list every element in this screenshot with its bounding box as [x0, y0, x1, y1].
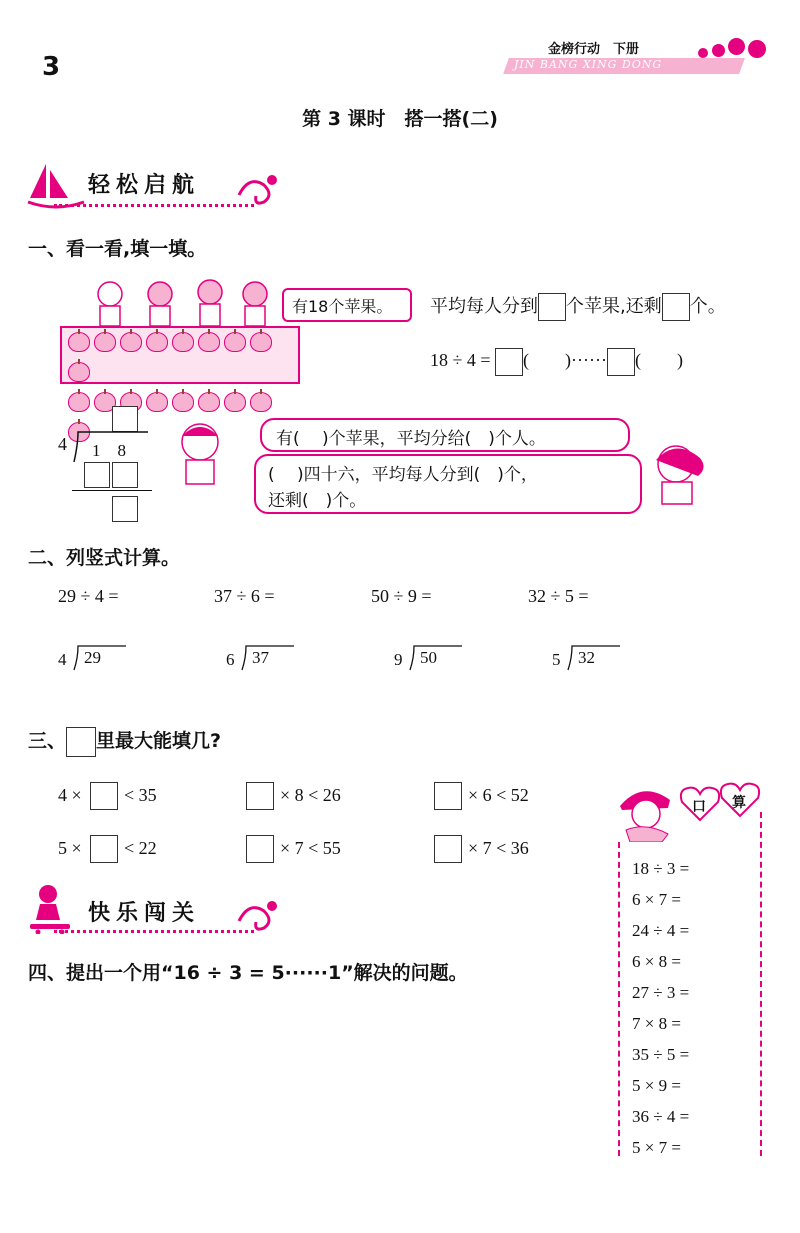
bubble-text: ( )四十六，平均每人分到( )个， [268, 465, 538, 485]
dividend: 29 [84, 648, 101, 667]
dividend: 50 [420, 648, 437, 667]
brand-header [500, 38, 770, 78]
oral-item: 35 ÷ 5 = [632, 1045, 690, 1064]
question-text: 个。 [689, 296, 726, 317]
banner-title: 快乐闯关 [88, 901, 201, 926]
bubble-text: 还剩( )个。 [268, 491, 367, 511]
question-text: 个苹果,还剩 [566, 296, 662, 317]
panel-border-right [760, 812, 762, 1156]
brand-title: 金榜行动 下册 [548, 42, 640, 57]
oral-label-2: 算 [732, 795, 746, 811]
division-rule [72, 490, 152, 491]
answer-box[interactable] [538, 293, 566, 321]
answer-box[interactable] [434, 835, 462, 863]
remainder-box[interactable] [112, 496, 138, 522]
apple-icon [172, 332, 194, 352]
equation-text: 18 ÷ 4 = [430, 350, 491, 370]
answer-box [66, 727, 96, 757]
apple-icon [224, 332, 246, 352]
heading-part: 三、 [28, 730, 67, 752]
question-line-2 [430, 346, 683, 376]
apple-icon [250, 332, 272, 352]
oral-item: 36 ÷ 4 = [632, 1107, 690, 1126]
division-bracket-icon [404, 644, 474, 674]
answer-box[interactable] [246, 835, 274, 863]
banner-easy-start [26, 160, 286, 215]
divisor: 4 [58, 434, 67, 454]
vertical-problem-4: 32 ÷ 5 = [528, 586, 589, 606]
answer-box[interactable] [246, 782, 274, 810]
answer-box[interactable] [434, 782, 462, 810]
girl-icon [644, 440, 714, 506]
bubble-text: 有( )个苹果，平均分给( )个人。 [276, 429, 546, 449]
divisor: 4 [58, 650, 67, 669]
equation-text: ( ) [634, 350, 683, 370]
panel-border-left [618, 842, 620, 1156]
oral-item: 5 × 9 = [632, 1076, 681, 1095]
apple-box [60, 326, 300, 384]
section2-heading: 二、列竖式计算。 [28, 547, 181, 569]
oral-item: 6 × 7 = [632, 890, 681, 909]
banner-underline [54, 930, 254, 933]
equation-text: ( )······ [523, 350, 607, 370]
inequality-text: × 7 < 36 [468, 838, 529, 858]
apple-icon [120, 332, 142, 352]
banner-title: 轻松启航 [88, 173, 201, 198]
decorative-dots-icon [698, 38, 770, 60]
dividend: 32 [578, 648, 595, 667]
brand-pinyin: JIN BANG XING DONG [514, 58, 663, 71]
section1-heading: 一、看一看,填一填。 [28, 238, 207, 260]
division-frame-4[interactable] [552, 644, 632, 674]
speech-apples-text: 有18个苹果。 [292, 297, 393, 316]
oral-item: 24 ÷ 4 = [632, 921, 690, 940]
apple-icon [94, 332, 116, 352]
swirl-ornament-icon [234, 896, 284, 936]
answer-box[interactable] [90, 835, 118, 863]
apple-icon [68, 362, 90, 382]
long-division [56, 404, 166, 524]
answer-box[interactable] [90, 782, 118, 810]
apple-icon [68, 332, 90, 352]
dividend: 37 [252, 648, 269, 667]
inequality-text: 5 × [58, 838, 82, 858]
division-bracket-icon [236, 644, 306, 674]
quotient-box[interactable] [112, 406, 138, 432]
division-bracket-icon [68, 644, 138, 674]
vertical-problem-3: 50 ÷ 9 = [371, 586, 432, 606]
divisor: 9 [394, 650, 403, 669]
answer-box[interactable] [662, 293, 690, 321]
speech-bubble-2 [254, 454, 642, 514]
divisor: 6 [226, 650, 235, 669]
inequality-text: × 7 < 55 [280, 838, 341, 858]
division-bracket-icon [562, 644, 632, 674]
swirl-ornament-icon [234, 170, 284, 210]
division-frame-1[interactable] [58, 644, 138, 674]
vertical-problem-2: 37 ÷ 6 = [214, 586, 275, 606]
answer-box[interactable] [495, 348, 523, 376]
inequality-text: 4 × [58, 785, 82, 805]
sailboat-icon [26, 160, 86, 210]
answer-box[interactable] [607, 348, 635, 376]
oral-item: 27 ÷ 3 = [632, 983, 690, 1002]
inequality-text: < 22 [124, 838, 157, 858]
apple-icon [250, 392, 272, 412]
apple-icon [172, 392, 194, 412]
vertical-problem-1: 29 ÷ 4 = [58, 586, 119, 606]
question-line-1 [430, 292, 726, 321]
speech-bubble-apples [282, 288, 412, 322]
dividend: 1 8 [92, 441, 126, 460]
boy-icon [170, 418, 230, 488]
apple-icon [224, 392, 246, 412]
speech-bubble-1 [260, 418, 630, 452]
skateboarder-icon [26, 882, 82, 934]
apple-icon [146, 332, 168, 352]
heading-part: 里最大能填几? [96, 730, 222, 752]
question-text: 平均每人分到 [430, 296, 538, 317]
lesson-title: 第 3 课时 搭一搭(二) [302, 108, 498, 130]
inequality-text: < 35 [124, 785, 157, 805]
oral-item: 7 × 8 = [632, 1014, 681, 1033]
product-box[interactable] [84, 462, 110, 488]
oral-label-1: 口 [692, 799, 706, 815]
banner-happy-challenge [26, 882, 286, 937]
inequality-row-2 [58, 835, 618, 867]
page-number: 3 [42, 52, 61, 82]
inequality-text: × 6 < 52 [468, 785, 529, 805]
oral-item: 5 × 7 = [632, 1138, 681, 1157]
product-box[interactable] [112, 462, 138, 488]
children-illustration [90, 278, 280, 328]
oral-item: 6 × 8 = [632, 952, 681, 971]
division-frame-2[interactable] [226, 644, 306, 674]
girl-strawberry-hat-icon [612, 780, 682, 842]
section3-heading [28, 726, 221, 757]
oral-item: 18 ÷ 3 = [632, 859, 690, 878]
inequality-text: × 8 < 26 [280, 785, 341, 805]
apple-icon [198, 392, 220, 412]
banner-underline [54, 204, 254, 207]
children-icon [90, 278, 280, 328]
division-frame-3[interactable] [394, 644, 474, 674]
apple-icon [198, 332, 220, 352]
inequality-row-1 [58, 782, 618, 814]
section4-heading: 四、提出一个用“16 ÷ 3 = 5······1”解决的问题。 [28, 962, 468, 984]
divisor: 5 [552, 650, 561, 669]
